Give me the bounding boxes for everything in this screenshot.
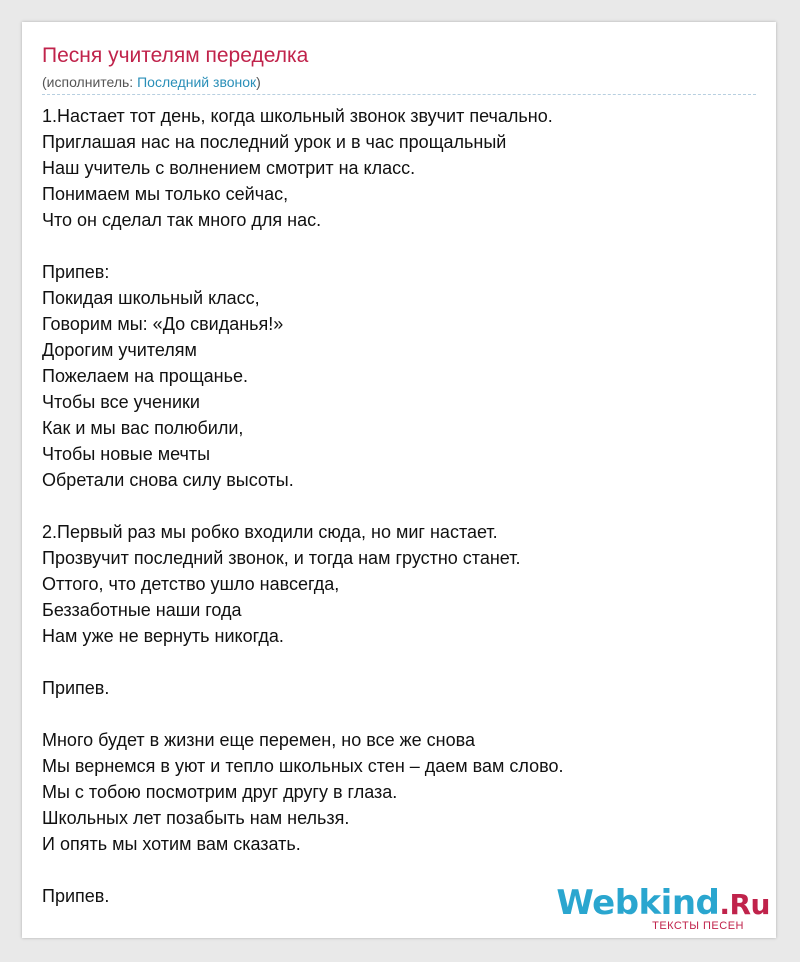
performer-line: [42, 74, 261, 90]
lyrics-line: Припев.: [42, 886, 110, 906]
lyrics-line: Обретали снова силу высоты.: [42, 470, 294, 490]
lyrics-line: Как и мы вас полюбили,: [42, 418, 244, 438]
lyrics-stanza: [42, 103, 564, 233]
lyrics-stanza: [42, 883, 564, 909]
lyrics-line: Нам уже не вернуть никогда.: [42, 626, 284, 646]
webkind-logo[interactable]: [556, 883, 770, 932]
lyrics-line: Беззаботные наши года: [42, 600, 242, 620]
lyrics-line: Дорогим учителям: [42, 340, 197, 360]
lyrics-line: 1.Настает тот день, когда школьный звонок звучит печально.: [42, 106, 553, 126]
lyrics-stanza: [42, 259, 564, 493]
logo-brand-name: Webkind: [556, 883, 720, 923]
lyrics-line: Пожелаем на прощанье.: [42, 366, 248, 386]
performer-link[interactable]: Последний звонок: [137, 74, 257, 90]
lyrics-line: Понимаем мы только сейчас,: [42, 184, 289, 204]
lyrics-line: Мы с тобою посмотрим друг другу в глаза.: [42, 782, 398, 802]
lyrics-line: И опять мы хотим вам сказать.: [42, 834, 301, 854]
lyrics-stanza: [42, 519, 564, 649]
title-divider: [42, 94, 756, 95]
lyrics-line: Приглашая нас на последний урок и в час прощальный: [42, 132, 507, 152]
lyrics-line: Чтобы новые мечты: [42, 444, 211, 464]
lyrics-stanza: [42, 727, 564, 857]
lyrics-line: Наш учитель с волнением смотрит на класс.: [42, 158, 416, 178]
lyrics-line: 2.Первый раз мы робко входили сюда, но миг настает.: [42, 522, 498, 542]
lyrics-line: Говорим мы: «До свиданья!»: [42, 314, 284, 334]
lyrics-line: Припев.: [42, 678, 110, 698]
lyrics-line: Что он сделал так много для нас.: [42, 210, 322, 230]
logo-brand-tld: .Ru: [719, 888, 770, 921]
lyrics-line: Оттого, что детство ушло навсегда,: [42, 574, 340, 594]
logo-brand: [556, 883, 770, 923]
lyrics-line: Школьных лет позабыть нам нельзя.: [42, 808, 350, 828]
lyrics-card: [22, 22, 776, 938]
song-title: Песня учителям переделка: [42, 44, 309, 67]
lyrics-text: [42, 103, 564, 909]
lyrics-line: Покидая школьный класс,: [42, 288, 260, 308]
lyrics-stanza: [42, 675, 564, 701]
lyrics-line: Много будет в жизни еще перемен, но все же снова: [42, 730, 475, 750]
lyrics-line: Прозвучит последний звонок, и тогда нам грустно станет.: [42, 548, 521, 568]
logo-tagline: ТЕКСТЫ ПЕСЕН: [652, 920, 744, 932]
performer-prefix: (исполнитель:: [42, 74, 138, 90]
performer-suffix: ): [256, 74, 261, 90]
lyrics-line: Чтобы все ученики: [42, 392, 200, 412]
lyrics-line: Припев:: [42, 262, 110, 282]
lyrics-line: Мы вернемся в уют и тепло школьных стен – даем вам слово.: [42, 756, 564, 776]
